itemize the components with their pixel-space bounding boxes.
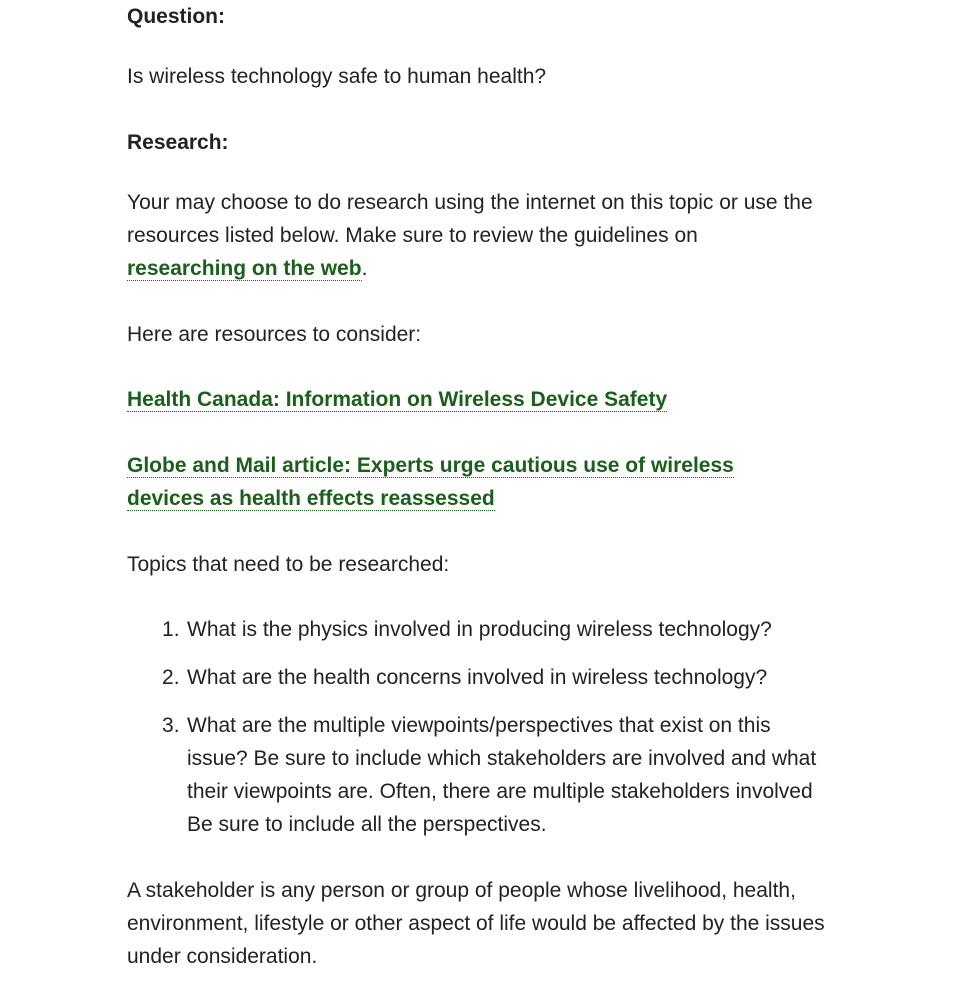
topics-label: Topics that need to be researched: [127,553,450,576]
research-intro-text: Your may choose to do research using the internet on this topic or use the resources listed below. Make sure to review the guidelines on [127,191,813,247]
research-intro [127,186,817,285]
research-heading: Research: [127,131,229,154]
research-intro-end: . [361,257,368,280]
health-canada-link[interactable]: Health Canada: Information on Wireless Device Safety [127,388,668,411]
resource-item [127,449,767,515]
stakeholder-definition: A stakeholder is any person or group of people whose livelihood, health, environment, lifestyle or other aspect of life would be affected by the issues under consideration. [127,879,825,968]
topics-list [127,613,827,856]
question-heading: Question: [127,5,225,28]
list-item: What are the health concerns involved in wireless technology? [187,666,768,689]
list-item: What are the multiple viewpoints/perspectives that exist on this issue? Be sure to include which stakeholders are involved and what their viewpoints are. Often, there are multiple stakeholders involved Be sure to include all the perspectives. [187,714,817,836]
resources-label: Here are resources to consider: [127,323,422,346]
researching-on-the-web-link[interactable]: researching on the web [127,257,362,280]
globe-and-mail-link[interactable]: Globe and Mail article: Experts urge cautious use of wireless devices as health effects reassessed [127,454,734,510]
resource-item [127,383,667,416]
list-item: What is the physics involved in producing wireless technology? [187,618,772,641]
question-text: Is wireless technology safe to human health? [127,65,547,88]
